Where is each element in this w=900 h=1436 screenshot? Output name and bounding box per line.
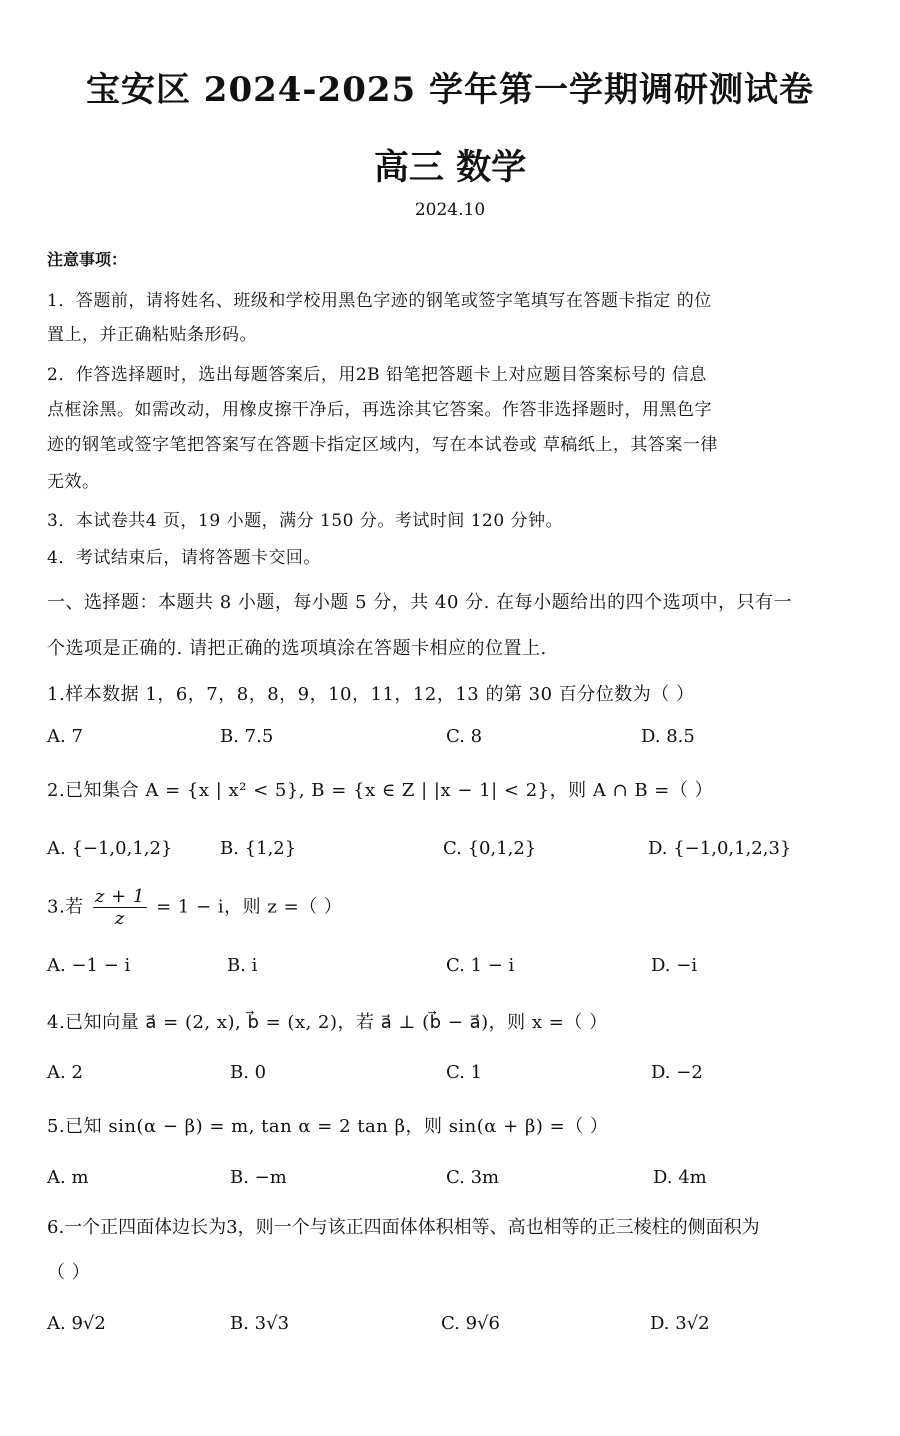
question-5-option-b: B. −m (230, 1167, 287, 1188)
question-3-fraction (93, 886, 147, 929)
question-6-option-a: A. 9√2 (47, 1313, 106, 1334)
question-2-stem: 2.已知集合 A = {x | x² < 5}, B = {x ∈ Z | |x − 1| < 2}，则 A ∩ B =（ ） (47, 780, 714, 801)
question-4-option-b: B. 0 (230, 1062, 267, 1083)
question-4-option-c: C. 1 (446, 1062, 483, 1083)
section-instruction: 个选项是正确的. 请把正确的选项填涂在答题卡相应的位置上. (47, 638, 547, 659)
notice-line: 3．本试卷共4 页，19 小题，满分 150 分。考试时间 120 分钟。 (47, 511, 564, 531)
question-5-stem: 5.已知 sin(α − β) = m, tan α = 2 tan β，则 sin(α + β) =（ ） (47, 1116, 609, 1137)
exam-date: 2024.10 (414, 200, 486, 220)
question-5-option-d: D. 4m (653, 1167, 707, 1188)
notice-line: 1．答题前，请将姓名、班级和学校用黑色字迹的钢笔或签字笔填写在答题卡指定 的位 (47, 291, 712, 311)
question-6-stem: 6.一个正四面体边长为3，则一个与该正四面体体积相等、高也相等的正三棱柱的侧面积为 (47, 1217, 760, 1238)
fraction-numerator: z + 1 (94, 886, 145, 907)
exam-title: 宝安区 2024-2025 学年第一学期调研测试卷 (85, 70, 815, 110)
question-3-stem (47, 886, 342, 929)
notice-line: 迹的钢笔或签字笔把答案写在答题卡指定区域内，写在本试卷或 草稿纸上，其答案一律 (47, 435, 718, 455)
section-instruction: 一、选择题：本题共 8 小题，每小题 5 分，共 40 分. 在每小题给出的四个选项中，只有一 (47, 592, 793, 613)
notice-line: 无效。 (47, 472, 100, 492)
question-6-option-b: B. 3√3 (230, 1313, 290, 1334)
fraction-denominator: z (114, 908, 125, 929)
question-4-option-a: A. 2 (47, 1062, 83, 1083)
notice-line: 4．考试结束后，请将答题卡交回。 (47, 548, 321, 568)
question-3-suffix: = 1 − i，则 z =（ ） (156, 896, 343, 918)
question-5-option-c: C. 3m (446, 1167, 500, 1188)
question-6-option-d: D. 3√2 (650, 1313, 710, 1334)
question-1-option-c: C. 8 (446, 726, 483, 747)
question-1-stem: 1.样本数据 1，6，7，8，8，9，10，11，12，13 的第 30 百分位数为（ ） (47, 684, 695, 705)
question-1-option-a: A. 7 (47, 726, 83, 747)
question-2-option-b: B. {1,2} (220, 838, 297, 859)
question-1-option-b: B. 7.5 (220, 726, 274, 747)
question-3-option-d: D. −i (651, 955, 698, 976)
question-3-option-a: A. −1 − i (47, 955, 131, 976)
notice-heading: 注意事项： (47, 250, 128, 269)
question-4-stem: 4.已知向量 a⃗ = (2, x), b⃗ = (x, 2)，若 a⃗ ⊥ (b⃗ − a⃗)，则 x =（ ） (47, 1012, 608, 1033)
question-2-option-d: D. {−1,0,1,2,3} (648, 838, 792, 859)
question-5-option-a: A. m (47, 1167, 89, 1188)
question-3-option-c: C. 1 − i (446, 955, 515, 976)
question-1-option-d: D. 8.5 (641, 726, 695, 747)
notice-line: 置上，并正确粘贴条形码。 (47, 325, 257, 345)
notice-line: 点框涂黑。如需改动，用橡皮擦干净后，再选涂其它答案。作答非选择题时，用黑色字 (47, 400, 712, 420)
question-3-prefix: 3.若 (47, 896, 84, 918)
question-6-stem-continued: （ ） (47, 1262, 91, 1283)
question-4-option-d: D. −2 (651, 1062, 703, 1083)
question-2-option-a: A. {−1,0,1,2} (47, 838, 173, 859)
exam-subject: 高三 数学 (373, 147, 527, 188)
question-6-option-c: C. 9√6 (441, 1313, 500, 1334)
notice-line: 2．作答选择题时，选出每题答案后，用2B 铅笔把答题卡上对应题目答案标号的 信息 (47, 365, 707, 385)
question-2-option-c: C. {0,1,2} (443, 838, 537, 859)
question-3-option-b: B. i (227, 955, 258, 976)
